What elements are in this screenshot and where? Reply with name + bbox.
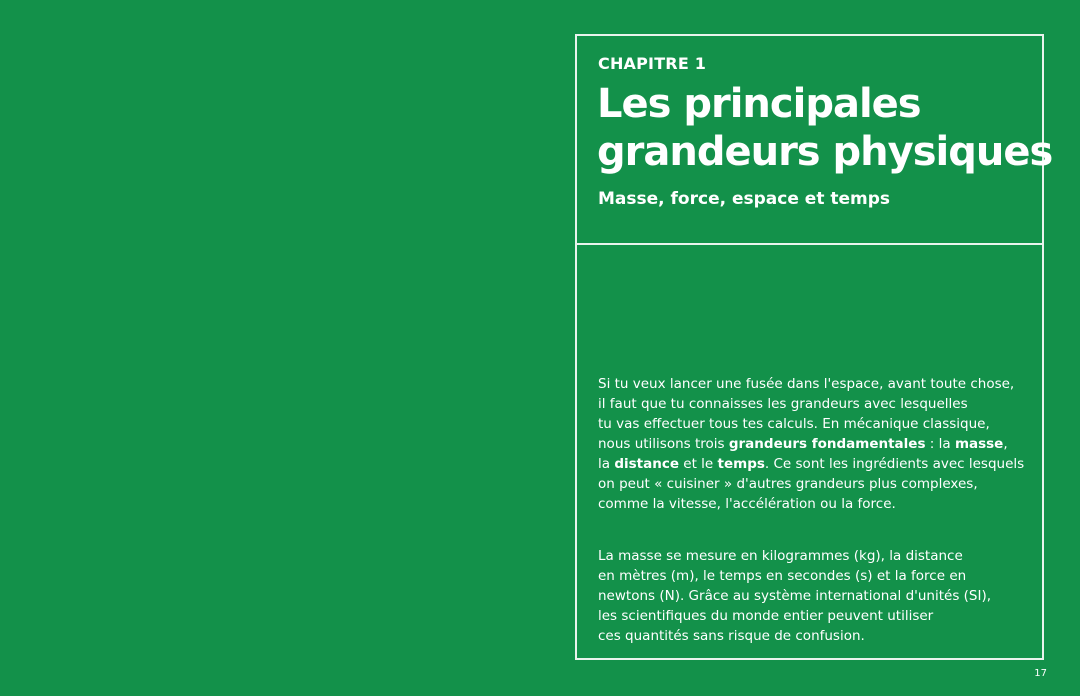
chapter-label: CHAPITRE 1 — [598, 54, 707, 73]
bold-term: grandeurs fondamentales — [728, 436, 926, 452]
chapter-title — [597, 80, 1053, 176]
bold-term: distance — [614, 456, 679, 472]
text-run: , — [1003, 436, 1008, 452]
text-line: comme la vitesse, l'accélération ou la force. — [598, 496, 896, 512]
text-line: en mètres (m), le temps en secondes (s) et la force en — [598, 568, 967, 584]
text-run: nous utilisons trois — [598, 436, 729, 452]
frame-divider — [577, 243, 1042, 245]
text-line: newtons (N). Grâce au système international d'unités (SI), — [598, 588, 992, 604]
text-line — [598, 454, 1028, 474]
text-line: La masse se mesure en kilogrammes (kg), la distance — [598, 548, 963, 564]
bold-term: masse — [954, 436, 1004, 452]
units-paragraph — [598, 546, 1028, 646]
intro-paragraph — [598, 374, 1028, 514]
text-line — [598, 434, 1028, 454]
text-run: et le — [679, 456, 718, 472]
text-line: Si tu veux lancer une fusée dans l'espace, avant toute chose, — [598, 376, 1015, 392]
text-line: ces quantités sans risque de confusion. — [598, 628, 865, 644]
bold-term: temps — [717, 456, 765, 472]
text-run: . Ce sont les ingrédients avec lesquels — [764, 456, 1025, 472]
text-line: tu vas effectuer tous tes calculs. En mécanique classique, — [598, 416, 990, 432]
text-line: les scientifiques du monde entier peuvent utiliser — [598, 608, 934, 624]
text-run: : la — [925, 436, 955, 452]
page-number: 17 — [1034, 668, 1047, 679]
chapter-frame — [575, 34, 1053, 660]
chapter-subtitle: Masse, force, espace et temps — [598, 189, 891, 209]
text-line: il faut que tu connaisses les grandeurs avec lesquelles — [598, 396, 968, 412]
chapter-title-line: grandeurs physiques — [597, 129, 1053, 175]
chapter-title-line: Les principales — [597, 81, 921, 127]
text-line: on peut « cuisiner » d'autres grandeurs plus complexes, — [598, 476, 978, 492]
text-run: la — [598, 456, 615, 472]
